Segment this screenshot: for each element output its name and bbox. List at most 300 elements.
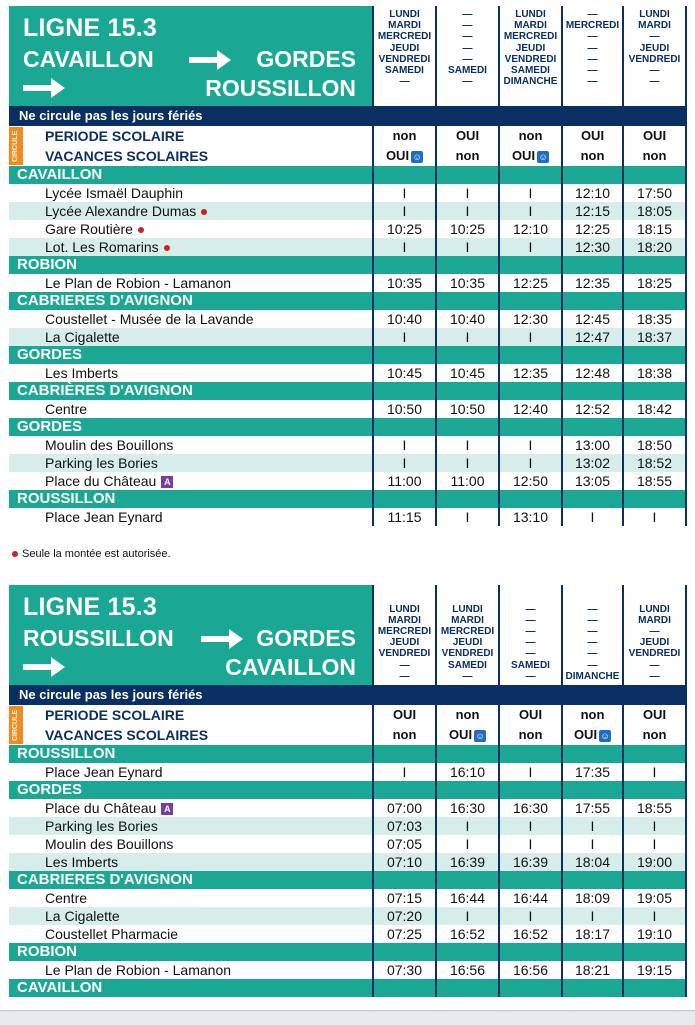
stop-time: 12:10 [500,220,563,238]
stop-time: 16:10 [437,763,500,781]
day-column-4 [563,6,624,106]
stop-time: I [437,508,500,526]
day-label: MARDI [514,20,547,32]
period-value [374,146,437,166]
stop-name-text: Les Imberts [45,365,119,381]
period-value [624,126,687,146]
town-band [9,256,687,274]
band-cell [624,292,687,310]
period-value-text: non [642,727,667,742]
band-cell [374,781,437,799]
town-name: ROUSSILLON [9,745,374,763]
stop-time: 07:25 [374,925,437,943]
stop-time: 18:37 [624,328,687,346]
circule-tag: CIRCULE [9,127,23,165]
period-value-text: OUI [642,707,667,722]
period-value-text: non [455,707,480,722]
day-label: — [525,614,536,626]
band-cell [437,256,500,274]
period-value [500,146,563,166]
stop-time: 18:42 [624,400,687,418]
day-label: — [649,31,660,43]
stop-time: I [437,184,500,202]
band-cell [500,418,563,436]
stop-name [9,907,374,925]
stop-time: 18:55 [624,472,687,490]
period-value [500,705,563,725]
stop-time: 18:21 [563,961,624,979]
day-label: — [462,76,473,88]
stop-name [9,220,374,238]
timetable-cavaillon-to-roussillon [9,6,687,526]
stop-time: 16:39 [500,853,563,871]
holiday-icon: ☺ [538,151,548,162]
band-cell [563,781,624,799]
stop-name-text: Le Plan de Robion - Lamanon [45,962,232,978]
period-value [437,725,500,745]
stop-time: 07:00 [374,799,437,817]
stop-time: 12:40 [500,400,563,418]
stop-time: I [624,763,687,781]
period-row [9,705,687,725]
band-cell [563,745,624,763]
day-label: LUNDI [639,603,670,615]
stop-time: I [500,238,563,256]
period-value-text: OUI [385,148,410,163]
stop-row [9,472,687,490]
day-label: — [399,659,410,671]
arrow-1 [201,627,243,656]
stop-time: 07:05 [374,835,437,853]
town-band [9,781,687,799]
stop-time: 19:00 [624,853,687,871]
stop-row [9,961,687,979]
day-label: — [649,65,660,77]
band-cell [563,943,624,961]
origin-name: CAVAILLON [23,46,154,72]
stop-time: I [624,508,687,526]
stop-time: I [563,817,624,835]
stop-row [9,853,687,871]
day-label: VENDREDI [628,53,681,65]
stop-time: 18:50 [624,436,687,454]
band-cell [374,490,437,508]
band-cell [437,292,500,310]
stop-time: I [374,202,437,220]
stop-time: I [563,907,624,925]
period-value [624,146,687,166]
stop-time: 10:25 [437,220,500,238]
boarding-only-dot [138,227,144,233]
stop-row [9,238,687,256]
holiday-notice-text: Ne circule pas les jours fériés [19,687,203,702]
day-column-3 [500,6,563,106]
arrow-right-icon [23,76,65,100]
day-label: JEUDI [389,637,420,649]
band-cell [437,745,500,763]
day-label: VENDREDI [441,648,494,660]
band-cell [624,943,687,961]
stop-time: I [437,238,500,256]
period-row [9,725,687,745]
stop-time: 18:55 [624,799,687,817]
day-label: MERCREDI [503,31,558,43]
day-label: — [587,637,598,649]
day-label: MERCREDI [377,625,432,637]
band-cell [374,346,437,364]
stop-time: 10:40 [437,310,500,328]
band-cell [563,979,624,997]
stop-time: I [437,817,500,835]
stop-row [9,310,687,328]
day-label: SAMEDI [385,65,424,77]
line-title [9,6,374,106]
period-value [624,725,687,745]
stop-time: I [374,436,437,454]
stop-time: 16:39 [437,853,500,871]
stop-name-text: La Cigalette [45,329,120,345]
day-label: — [649,659,660,671]
stop-name [9,472,374,490]
period-value [624,705,687,725]
stop-time: I [437,328,500,346]
period-value-text: non [455,148,480,163]
stop-time: 18:05 [624,202,687,220]
stop-badge: A [161,476,173,488]
stop-name [9,364,374,382]
period-value-text: non [392,128,417,143]
stop-time: I [563,508,624,526]
stop-time: 18:17 [563,925,624,943]
day-label: SAMEDI [511,65,550,77]
day-label: — [462,9,473,20]
stop-name [9,817,374,835]
period-label: PERIODE SCOLAIRE [9,705,374,725]
stop-time: 12:30 [500,310,563,328]
day-label: LUNDI [452,603,483,615]
stop-time: 18:09 [563,889,624,907]
day-column-3 [500,585,563,685]
stop-time: 16:44 [500,889,563,907]
band-cell [437,871,500,889]
stop-row [9,508,687,526]
stop-badge: A [161,803,173,815]
period-label: PERIODE SCOLAIRE [9,126,374,146]
stop-time: 10:35 [374,274,437,292]
day-label: MARDI [638,20,671,32]
stop-row [9,835,687,853]
stop-name [9,454,374,472]
stop-time: I [624,835,687,853]
town-name: CABRIERES D'AVIGNON [9,871,374,889]
period-value [437,705,500,725]
stop-row [9,328,687,346]
stop-time: 12:52 [563,400,624,418]
stop-row [9,220,687,238]
stop-row [9,202,687,220]
period-value [500,725,563,745]
band-cell [563,418,624,436]
stop-row [9,907,687,925]
stop-name [9,400,374,418]
timetable-header [9,585,687,685]
day-label: — [587,659,598,671]
arrow-1 [189,48,231,77]
band-cell [374,745,437,763]
stop-row [9,799,687,817]
band-cell [500,490,563,508]
band-cell [500,382,563,400]
band-cell [500,256,563,274]
taskbar [0,1010,695,1025]
holiday-icon: ☺ [475,730,485,741]
period-value [500,126,563,146]
stop-row [9,364,687,382]
stop-name [9,799,374,817]
day-label: LUNDI [515,9,546,20]
stop-time: I [500,763,563,781]
band-cell [500,166,563,184]
day-label: MARDI [638,614,671,626]
day-label: — [525,648,536,660]
day-label: MERCREDI [377,31,432,43]
period-block [9,705,687,745]
town-band [9,979,687,997]
stop-time: 12:25 [500,274,563,292]
band-cell [437,166,500,184]
stop-name-text: Parking les Bories [45,818,158,834]
stop-name [9,436,374,454]
day-label: VENDREDI [504,53,557,65]
day-label: DIMANCHE [503,76,558,88]
band-cell [374,871,437,889]
stop-time: 12:10 [563,184,624,202]
holiday-icon: ☺ [412,151,422,162]
stop-time: 13:02 [563,454,624,472]
stop-row [9,454,687,472]
town-band [9,418,687,436]
period-value-text: non [518,128,543,143]
band-cell [437,979,500,997]
stop-name-text: Place Jean Eynard [45,509,163,525]
stop-time: 12:25 [563,220,624,238]
period-value-text: OUI [448,727,473,742]
stop-row [9,274,687,292]
stop-name [9,853,374,871]
period-value-text: OUI [642,128,667,143]
day-label: JEUDI [515,42,546,54]
day-label: — [525,625,536,637]
stop-name-text: Place du Château [45,800,157,816]
town-name: ROBION [9,943,374,961]
band-cell [374,292,437,310]
day-label: VENDREDI [378,648,431,660]
period-value [563,705,624,725]
stop-time: 10:40 [374,310,437,328]
day-label: — [649,670,660,682]
line-title [9,585,374,685]
stop-name-text: Lycée Ismaël Dauphin [45,185,184,201]
band-cell [500,943,563,961]
day-label: MARDI [388,614,421,626]
stop-time: 12:35 [500,364,563,382]
stop-row [9,184,687,202]
period-value-text: OUI [573,727,598,742]
stop-time: 12:35 [563,274,624,292]
stop-name-text: Le Plan de Robion - Lamanon [45,275,232,291]
day-label: MERCREDI [440,625,495,637]
period-value-text: OUI [392,707,417,722]
stop-time: 10:50 [437,400,500,418]
stop-time: 07:20 [374,907,437,925]
day-label: LUNDI [639,9,670,20]
day-label: — [462,20,473,32]
day-column-1 [374,585,437,685]
town-band [9,490,687,508]
period-value [563,725,624,745]
town-band [9,166,687,184]
day-label: — [587,603,598,615]
day-label: DIMANCHE [565,670,620,682]
period-value-text: non [518,727,543,742]
band-cell [563,346,624,364]
band-cell [624,382,687,400]
holiday-icon: ☺ [600,730,610,741]
stop-time: 13:00 [563,436,624,454]
arrow-2 [23,655,65,684]
stop-time: 12:50 [500,472,563,490]
stop-time: 16:52 [500,925,563,943]
band-cell [437,346,500,364]
day-column-4 [563,585,624,685]
arrow-right-icon [189,48,231,72]
circule-tag: CIRCULE [9,706,23,744]
stop-name-text: Parking les Bories [45,455,158,471]
stop-time: I [437,436,500,454]
stop-name [9,889,374,907]
day-label: — [649,76,660,88]
holiday-notice-text: Ne circule pas les jours fériés [19,108,203,123]
day-label: VENDREDI [628,648,681,660]
stop-name [9,238,374,256]
stop-time: 12:47 [563,328,624,346]
stop-time: 18:38 [624,364,687,382]
stop-time: 10:45 [437,364,500,382]
stop-time: 16:30 [500,799,563,817]
origin-name: ROUSSILLON [23,625,174,651]
stop-time: 13:10 [500,508,563,526]
band-cell [624,745,687,763]
stop-name [9,184,374,202]
band-cell [500,346,563,364]
stop-name-text: La Cigalette [45,908,120,924]
stop-time: 19:05 [624,889,687,907]
day-label: — [587,65,598,77]
stop-name-text: Moulin des Bouillons [45,437,174,453]
day-label: — [399,76,410,88]
period-value-text: OUI [518,707,543,722]
band-cell [500,745,563,763]
town-band [9,382,687,400]
stop-time: 07:03 [374,817,437,835]
day-label: — [587,76,598,88]
band-cell [563,166,624,184]
stop-time: 18:35 [624,310,687,328]
arrow-right-icon [201,627,243,651]
stop-time: 17:55 [563,799,624,817]
stop-time: 19:15 [624,961,687,979]
stop-time: I [374,184,437,202]
stop-row [9,436,687,454]
band-cell [563,490,624,508]
day-label: LUNDI [389,603,420,615]
day-column-2 [437,6,500,106]
stop-row [9,817,687,835]
stop-time: I [374,454,437,472]
period-value-text: OUI [455,128,480,143]
holiday-notice [9,106,687,126]
band-cell [500,781,563,799]
day-label: — [587,648,598,660]
day-label: — [587,614,598,626]
period-value-text: non [580,148,605,163]
town-band [9,346,687,364]
day-label: — [399,670,410,682]
stop-time: I [500,184,563,202]
band-cell [500,871,563,889]
stop-time: I [563,835,624,853]
destination-name-2: ROUSSILLON [205,75,356,101]
band-cell [374,979,437,997]
band-cell [437,781,500,799]
stop-name [9,274,374,292]
day-label: — [525,603,536,615]
stop-time: 17:35 [563,763,624,781]
band-cell [437,418,500,436]
stop-time: 11:15 [374,508,437,526]
period-row [9,146,687,166]
day-label: LUNDI [389,9,420,20]
stop-name-text: Lycée Alexandre Dumas [45,203,197,219]
stop-name [9,763,374,781]
footnote: Seule la montée est autorisée. [12,548,171,560]
stop-name [9,508,374,526]
stop-time: 12:45 [563,310,624,328]
band-cell [624,346,687,364]
stop-name-text: Lot. Les Romarins [45,239,159,255]
day-label: JEUDI [452,637,483,649]
stop-name-text: Les Imberts [45,854,119,870]
boarding-only-dot [164,245,170,251]
stop-time: 16:56 [500,961,563,979]
stop-time: I [500,835,563,853]
period-value [374,725,437,745]
day-column-2 [437,585,500,685]
stop-time: 17:50 [624,184,687,202]
stop-time: 10:50 [374,400,437,418]
day-label: JEUDI [639,637,670,649]
period-row [9,126,687,146]
day-label: MERCREDI [565,20,620,32]
stop-time: 18:25 [624,274,687,292]
band-cell [374,166,437,184]
stop-time: 11:00 [437,472,500,490]
stop-time: 18:52 [624,454,687,472]
day-label: — [587,42,598,54]
band-cell [624,781,687,799]
arrow-right-icon [23,655,65,679]
stop-time: I [500,907,563,925]
